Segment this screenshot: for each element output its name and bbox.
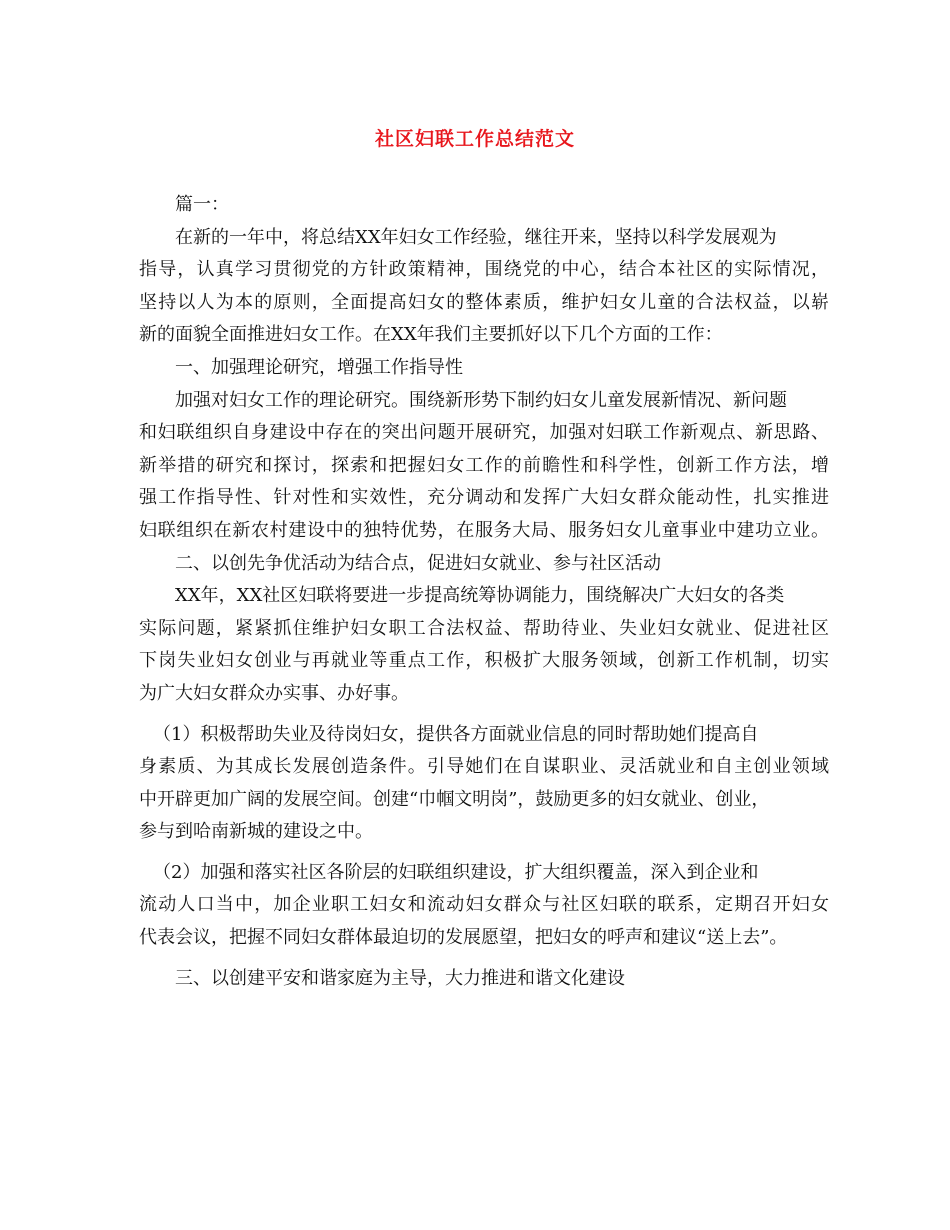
list-item-2: （2）加强和落实社区各阶层的妇联组织建设，扩大组织覆盖，深入到企业和 [153,861,759,883]
paragraph-line: 代表会议，把握不同妇女群体最迫切的发展愿望，把妇女的呼声和建议“送上去”。 [139,927,788,949]
paragraph-line: 新举措的研究和探讨，探索和把握妇女工作的前瞻性和科学性，创新工作方法，增 [139,454,829,476]
paragraph-line: XX年，XX社区妇联将要进一步提高统筹协调能力，围绕解决广大妇女的各类 [175,585,785,607]
document-title: 社区妇联工作总结范文 [374,128,575,150]
paragraph-line: 新的面貌全面推进妇女工作。在XX年我们主要抓好以下几个方面的工作： [139,324,723,346]
paragraph-line: 在新的一年中，将总结XX年妇女工作经验，继往开来，坚持以科学发展观为 [175,226,777,248]
paragraph-line: 实际问题，紧紧抓住维护妇女职工合法权益、帮助待业、失业妇女就业、促进社区 [139,617,829,639]
heading-2: 二、以创先争优活动为结合点，促进妇女就业、参与社区活动 [175,552,661,574]
paragraph-line: 流动人口当中，加企业职工妇女和流动妇女群众与社区妇联的联系，定期召开妇女 [139,894,829,916]
section-label: 篇一： [175,194,229,215]
paragraph-line: 为广大妇女群众办实事、办好事。 [139,682,409,704]
list-item-1: （1）积极帮助失业及待岗妇女，提供各方面就业信息的同时帮助她们提高自 [153,723,759,745]
paragraph-line: 身素质、为其成长发展创造条件。引导她们在自谋职业、灵活就业和自主创业领域 [139,756,829,778]
paragraph-line: 指导，认真学习贯彻党的方针政策精神，围绕党的中心，结合本社区的实际情况， [139,259,829,281]
document-body [139,189,829,995]
paragraph-line: 下岗失业妇女创业与再就业等重点工作，积极扩大服务领域，创新工作机制，切实 [139,650,829,672]
paragraph-line: 中开辟更加广阔的发展空间。创建“巾帼文明岗”，鼓励更多的妇女就业、创业， [139,788,770,810]
heading-3: 三、以创建平安和谐家庭为主导，大力推进和谐文化建设 [175,967,625,989]
paragraph-line: 妇联组织在新农村建设中的独特优势，在服务大局、服务妇女儿童事业中建功立业。 [139,519,829,541]
paragraph-line: 和妇联组织自身建设中存在的突出问题开展研究，加强对妇联工作新观点、新思路、 [139,422,829,444]
paragraph-line: 强工作指导性、针对性和实效性，充分调动和发挥广大妇女群众能动性，扎实推进 [139,487,829,509]
heading-1: 一、加强理论研究，增强工作指导性 [175,356,463,378]
paragraph-line: 参与到哈南新城的建设之中。 [139,821,373,843]
paragraph-line: 坚持以人为本的原则，全面提高妇女的整体素质，维护妇女儿童的合法权益，以崭 [139,291,829,313]
paragraph-line: 加强对妇女工作的理论研究。围绕新形势下制约妇女儿童发展新情况、新问题 [175,389,787,411]
